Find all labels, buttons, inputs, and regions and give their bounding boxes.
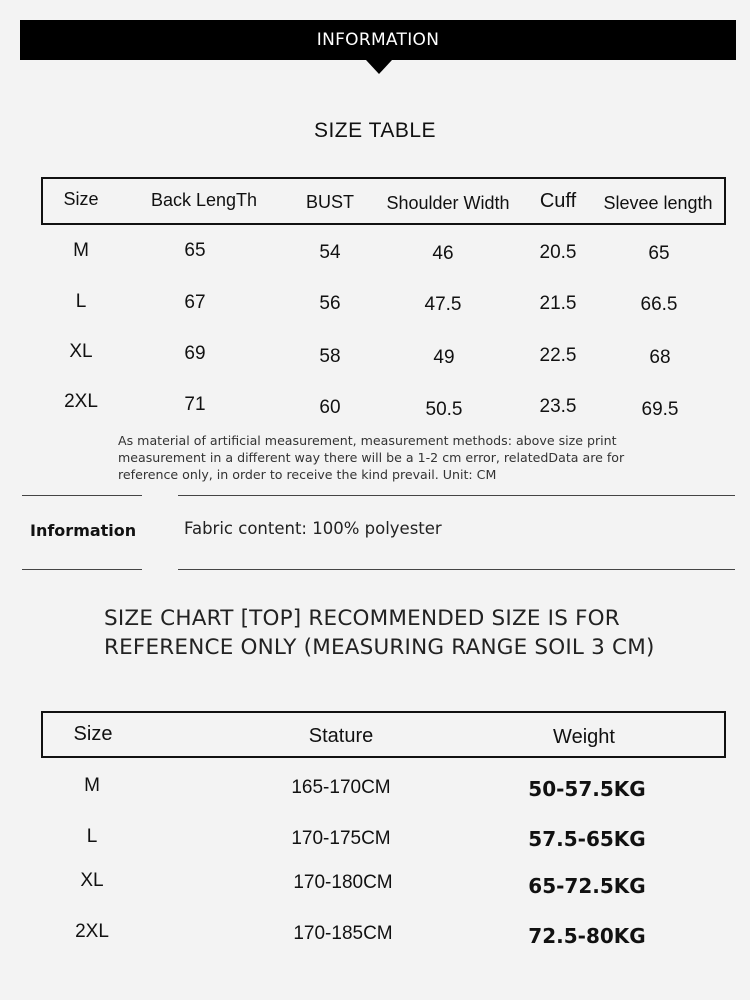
chart-cell: L	[86, 826, 98, 847]
recommendation-line-1: SIZE CHART [TOP] RECOMMENDED SIZE IS FOR	[104, 606, 620, 631]
chart-cell: 57.5-65KG	[528, 827, 646, 851]
chart-cell: M	[84, 775, 100, 796]
table-cell: 56	[319, 293, 341, 314]
header-bust: BUST	[305, 192, 355, 212]
table-cell: 60	[319, 397, 341, 418]
table-cell: 65	[184, 240, 206, 261]
table-cell: 71	[184, 394, 206, 415]
measurement-note	[118, 432, 678, 483]
chart-header-stature: Stature	[308, 725, 374, 747]
table-cell: M	[73, 240, 89, 261]
table-cell: 69	[184, 343, 206, 364]
chart-cell: 2XL	[75, 921, 109, 942]
size-table-title: SIZE TABLE	[313, 119, 437, 142]
divider	[22, 569, 142, 570]
chart-cell: 72.5-80KG	[528, 924, 646, 948]
chart-cell: 170-180CM	[293, 872, 393, 893]
table-cell: 20.5	[539, 242, 577, 263]
table-cell: 65	[648, 243, 670, 264]
chart-header-weight: Weight	[553, 726, 615, 748]
table-cell: 22.5	[539, 345, 577, 366]
recommendation-line-2: REFERENCE ONLY (MEASURING RANGE SOIL 3 CM)	[104, 635, 655, 660]
information-banner	[20, 20, 736, 60]
table-cell: 67	[184, 292, 206, 313]
divider	[178, 569, 735, 570]
table-cell: 68	[649, 347, 671, 368]
header-cuff: Cuff	[539, 190, 577, 212]
chart-cell: XL	[80, 870, 104, 891]
table-cell: L	[75, 291, 87, 312]
table-cell: 46	[432, 243, 454, 264]
banner-arrow-pointer	[366, 60, 392, 74]
note-line: As material of artificial measurement, measurement methods: above size print	[118, 433, 617, 448]
note-line: reference only, in order to receive the kind prevail. Unit: CM	[118, 467, 497, 482]
divider	[22, 495, 142, 496]
table-cell: 69.5	[641, 399, 679, 420]
fabric-content: Fabric content: 100% polyester	[184, 519, 442, 538]
header-sleeve-length: Slevee length	[603, 193, 713, 213]
divider	[178, 495, 735, 496]
table-cell: 66.5	[640, 294, 678, 315]
table-cell: 21.5	[539, 293, 577, 314]
table-cell: 2XL	[64, 391, 98, 412]
size-chart-header	[41, 711, 726, 758]
header-size: Size	[63, 189, 99, 209]
information-label: Information	[30, 521, 137, 540]
chart-cell: 65-72.5KG	[528, 874, 646, 898]
chart-cell: 170-175CM	[291, 828, 391, 849]
table-cell: 49	[433, 347, 455, 368]
table-cell: 47.5	[424, 294, 462, 315]
table-cell: XL	[69, 341, 93, 362]
chart-cell: 50-57.5KG	[528, 777, 646, 801]
chart-header-size: Size	[73, 723, 113, 745]
table-cell: 23.5	[539, 396, 577, 417]
table-cell: 54	[319, 242, 341, 263]
table-cell: 50.5	[425, 399, 463, 420]
banner-title: INFORMATION	[316, 30, 440, 50]
chart-cell: 170-185CM	[293, 923, 393, 944]
chart-cell: 165-170CM	[291, 777, 391, 798]
header-back-length: Back LengTh	[150, 190, 258, 210]
table-cell: 58	[319, 346, 341, 367]
header-shoulder-width: Shoulder Width	[386, 193, 510, 213]
note-line: measurement in a different way there will be a 1-2 cm error, relatedData are for	[118, 450, 625, 465]
